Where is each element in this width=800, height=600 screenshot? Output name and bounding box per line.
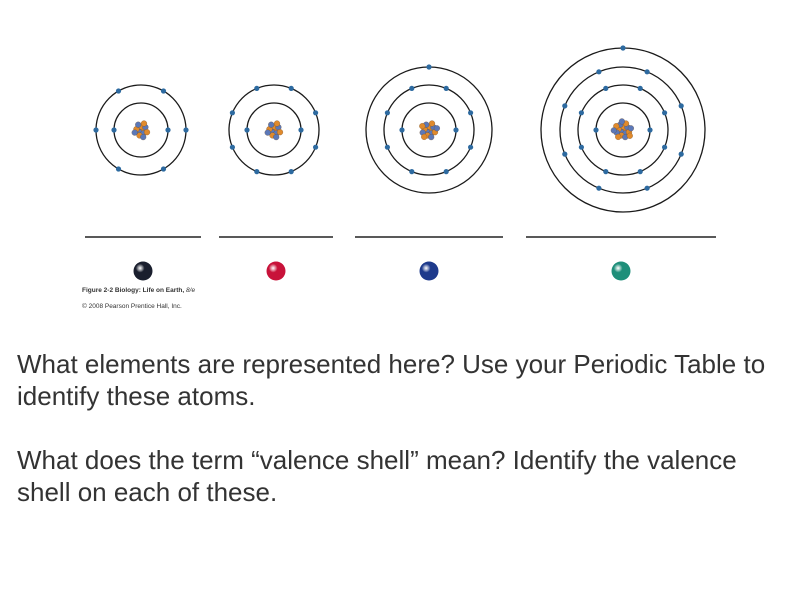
electron-dot xyxy=(289,169,294,174)
electron-dot xyxy=(111,127,116,132)
neutron xyxy=(273,134,279,140)
electron-dot xyxy=(230,110,235,115)
electron-dot xyxy=(645,186,650,191)
electron-dot xyxy=(161,88,166,93)
electron-dot xyxy=(620,45,625,50)
electron-dot xyxy=(468,145,473,150)
proton xyxy=(144,129,150,135)
electron-dot xyxy=(254,169,259,174)
electron-dot xyxy=(603,86,608,91)
proton xyxy=(277,129,283,135)
neutron xyxy=(268,122,274,128)
proton xyxy=(421,134,427,140)
electron-dot xyxy=(385,145,390,150)
bohr-models-diagram xyxy=(73,25,720,318)
electron-dot xyxy=(254,86,259,91)
proton xyxy=(274,121,280,127)
figure-label: Figure 2-2 xyxy=(82,287,114,294)
electron-dot xyxy=(116,166,121,171)
electron-dot xyxy=(562,152,567,157)
electron-dot xyxy=(579,110,584,115)
question-valence-shell: What does the term “valence shell” mean? Identify the valence shell on each of these. xyxy=(17,445,737,507)
electron-dot xyxy=(409,169,414,174)
electron-dot xyxy=(116,88,121,93)
figure-edition: 8/e xyxy=(186,287,196,294)
neutron xyxy=(619,119,625,125)
electron-dot xyxy=(444,86,449,91)
electron-dot xyxy=(161,166,166,171)
proton xyxy=(615,134,621,140)
electron-dot xyxy=(444,169,449,174)
figure-title: Biology: Life on Earth, xyxy=(114,287,185,294)
atom-figure xyxy=(73,25,720,318)
neutron xyxy=(140,134,146,140)
electron-dot xyxy=(596,69,601,74)
proton xyxy=(141,121,147,127)
electron-dot xyxy=(453,127,458,132)
neutron xyxy=(132,130,138,136)
proton xyxy=(429,121,435,127)
element-color-ball xyxy=(267,262,286,281)
neutron xyxy=(265,130,271,136)
electron-dot xyxy=(230,145,235,150)
element-color-ball xyxy=(612,262,631,281)
question-text xyxy=(17,348,787,540)
proton xyxy=(627,133,633,139)
electron-dot xyxy=(165,127,170,132)
electron-dot xyxy=(183,127,188,132)
proton xyxy=(419,123,425,129)
electron-dot xyxy=(298,127,303,132)
electron-dot xyxy=(593,127,598,132)
electron-dot xyxy=(638,86,643,91)
question-elements: What elements are represented here? Use your Periodic Table to identify these atoms. xyxy=(17,349,766,411)
electron-dot xyxy=(313,145,318,150)
neutron xyxy=(135,122,141,128)
neutron xyxy=(428,134,434,140)
electron-dot xyxy=(426,64,431,69)
electron-dot xyxy=(289,86,294,91)
electron-dot xyxy=(468,110,473,115)
electron-dot xyxy=(409,86,414,91)
electron-dot xyxy=(579,145,584,150)
neutron xyxy=(611,128,617,134)
electron-dot xyxy=(385,110,390,115)
figure-copyright: © 2008 Pearson Prentice Hall, Inc. xyxy=(82,303,182,310)
neutron xyxy=(628,125,634,131)
neutron xyxy=(434,125,440,131)
figure-caption xyxy=(82,288,195,295)
electron-dot xyxy=(679,103,684,108)
electron-dot xyxy=(244,127,249,132)
element-color-ball xyxy=(420,262,439,281)
electron-dot xyxy=(679,152,684,157)
electron-dot xyxy=(596,186,601,191)
electron-dot xyxy=(662,145,667,150)
electron-dot xyxy=(645,69,650,74)
electron-dot xyxy=(313,110,318,115)
electron-dot xyxy=(93,127,98,132)
electron-dot xyxy=(638,169,643,174)
electron-dot xyxy=(647,127,652,132)
element-color-ball xyxy=(134,262,153,281)
electron-dot xyxy=(562,103,567,108)
electron-dot xyxy=(603,169,608,174)
electron-dot xyxy=(399,127,404,132)
electron-dot xyxy=(662,110,667,115)
